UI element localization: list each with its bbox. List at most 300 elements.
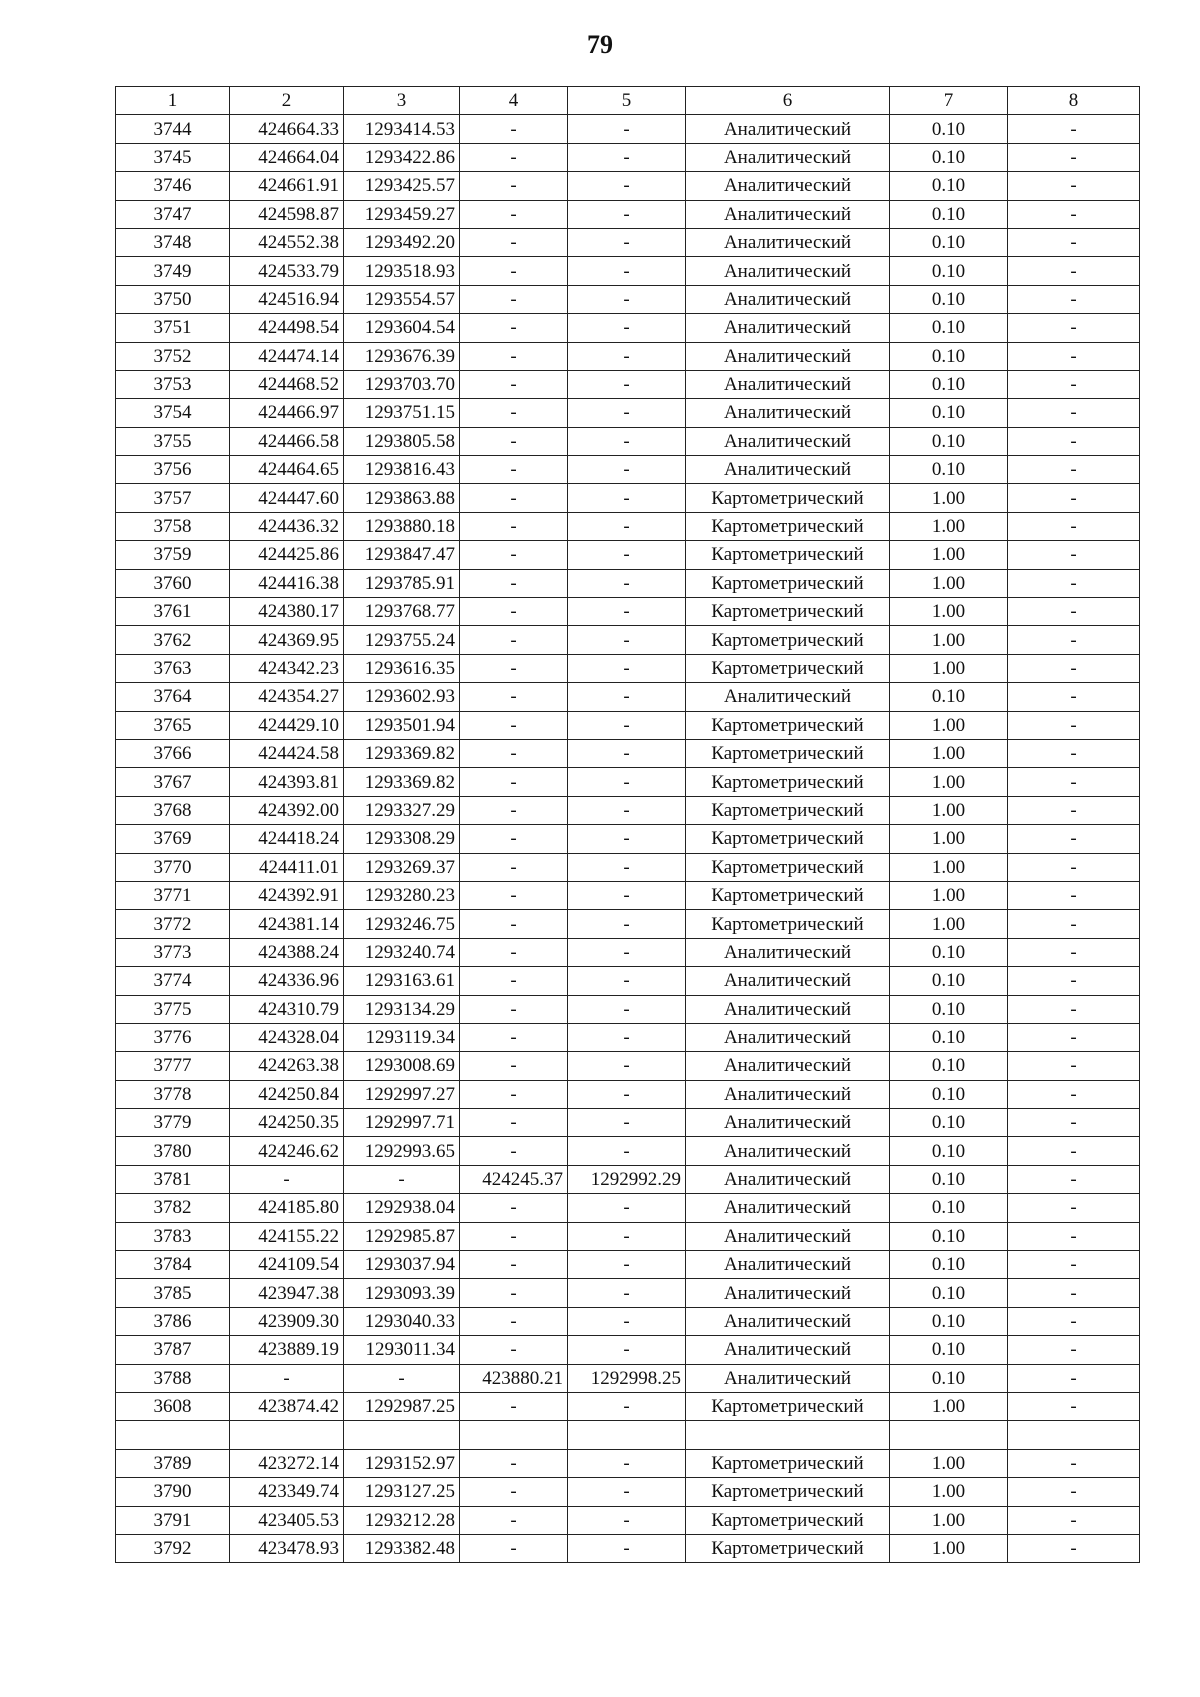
accuracy-cell: 0.10 [890,1364,1008,1392]
y-coordinate-cell: 1292997.71 [344,1109,460,1137]
y-coordinate-cell: 1292987.25 [344,1392,460,1420]
accuracy-cell: 1.00 [890,768,1008,796]
point-number-cell: 3785 [116,1279,230,1307]
x-coordinate-cell: 424381.14 [230,910,344,938]
y-coordinate-cell: 1293008.69 [344,1052,460,1080]
header-cell: 7 [890,87,1008,115]
y-coordinate-cell: 1293152.97 [344,1449,460,1477]
table-row [116,1023,1140,1051]
accuracy-cell: 0.10 [890,683,1008,711]
x-coordinate-alt-cell: - [460,598,568,626]
point-number-cell: 3754 [116,399,230,427]
x-coordinate-cell: 424388.24 [230,938,344,966]
table-row [116,1478,1140,1506]
description-cell: - [1008,484,1140,512]
accuracy-cell: 0.10 [890,285,1008,313]
point-number-cell: 3758 [116,512,230,540]
y-coordinate-cell: 1293422.86 [344,143,460,171]
accuracy-cell: 0.10 [890,200,1008,228]
x-coordinate-cell: 424516.94 [230,285,344,313]
method-cell: Аналитический [686,370,890,398]
point-number-cell [116,1421,230,1449]
table-row [116,200,1140,228]
table-row [116,853,1140,881]
x-coordinate-alt-cell: - [460,484,568,512]
description-cell: - [1008,1080,1140,1108]
x-coordinate-alt-cell: - [460,115,568,143]
method-cell: Аналитический [686,683,890,711]
accuracy-cell: 1.00 [890,512,1008,540]
table-row [116,1109,1140,1137]
point-number-cell: 3780 [116,1137,230,1165]
table-row [116,257,1140,285]
point-number-cell: 3773 [116,938,230,966]
accuracy-cell: 0.10 [890,427,1008,455]
y-coordinate-alt-cell: - [568,1251,686,1279]
y-coordinate-alt-cell: - [568,1392,686,1420]
method-cell: Аналитический [686,1251,890,1279]
accuracy-cell: 1.00 [890,881,1008,909]
table-row [116,1534,1140,1562]
accuracy-cell: 0.10 [890,1279,1008,1307]
accuracy-cell: 0.10 [890,967,1008,995]
y-coordinate-cell: 1293602.93 [344,683,460,711]
description-cell: - [1008,910,1140,938]
y-coordinate-alt-cell: - [568,257,686,285]
y-coordinate-alt-cell: - [568,541,686,569]
y-coordinate-alt-cell: - [568,399,686,427]
x-coordinate-cell: 424598.87 [230,200,344,228]
method-cell: Аналитический [686,1052,890,1080]
description-cell: - [1008,967,1140,995]
table-row [116,598,1140,626]
y-coordinate-alt-cell: - [568,598,686,626]
point-number-cell: 3784 [116,1251,230,1279]
x-coordinate-alt-cell: - [460,938,568,966]
y-coordinate-cell: 1293246.75 [344,910,460,938]
x-coordinate-cell: 424466.58 [230,427,344,455]
table-row [116,484,1140,512]
x-coordinate-cell: 424342.23 [230,654,344,682]
y-coordinate-alt-cell: - [568,370,686,398]
x-coordinate-cell: 424498.54 [230,314,344,342]
point-number-cell: 3774 [116,967,230,995]
x-coordinate-alt-cell: - [460,456,568,484]
method-cell: Аналитический [686,1137,890,1165]
x-coordinate-alt-cell: - [460,1279,568,1307]
y-coordinate-alt-cell: - [568,654,686,682]
x-coordinate-cell: 424354.27 [230,683,344,711]
table-row [116,995,1140,1023]
point-number-cell: 3748 [116,228,230,256]
point-number-cell: 3771 [116,881,230,909]
table-row [116,115,1140,143]
y-coordinate-alt-cell: - [568,768,686,796]
x-coordinate-alt-cell: - [460,1052,568,1080]
point-number-cell: 3750 [116,285,230,313]
y-coordinate-alt-cell: - [568,1279,686,1307]
x-coordinate-alt-cell: - [460,228,568,256]
x-coordinate-cell: 424263.38 [230,1052,344,1080]
description-cell: - [1008,1364,1140,1392]
method-cell: Картометрический [686,1449,890,1477]
x-coordinate-cell: 424447.60 [230,484,344,512]
x-coordinate-alt-cell: - [460,1478,568,1506]
x-coordinate-cell: 423947.38 [230,1279,344,1307]
y-coordinate-alt-cell: - [568,853,686,881]
x-coordinate-cell: 424109.54 [230,1251,344,1279]
x-coordinate-alt-cell: - [460,768,568,796]
table-row [116,399,1140,427]
accuracy-cell: 1.00 [890,739,1008,767]
accuracy-cell: 0.10 [890,938,1008,966]
x-coordinate-alt-cell: - [460,399,568,427]
x-coordinate-cell: 424380.17 [230,598,344,626]
method-cell: Картометрический [686,853,890,881]
table-body [116,115,1140,1563]
point-number-cell: 3765 [116,711,230,739]
description-cell: - [1008,1023,1140,1051]
point-number-cell: 3783 [116,1222,230,1250]
method-cell: Аналитический [686,257,890,285]
table-row [116,1449,1140,1477]
x-coordinate-cell: 424436.32 [230,512,344,540]
point-number-cell: 3786 [116,1307,230,1335]
x-coordinate-cell: 424416.38 [230,569,344,597]
method-cell: Картометрический [686,796,890,824]
method-cell: Картометрический [686,1534,890,1562]
method-cell: Аналитический [686,995,890,1023]
y-coordinate-cell: 1293134.29 [344,995,460,1023]
accuracy-cell: 0.10 [890,1023,1008,1051]
header-cell: 2 [230,87,344,115]
accuracy-cell: 0.10 [890,314,1008,342]
y-coordinate-alt-cell: - [568,1194,686,1222]
x-coordinate-cell: 424424.58 [230,739,344,767]
table-row [116,342,1140,370]
x-coordinate-cell: 424336.96 [230,967,344,995]
accuracy-cell: 0.10 [890,399,1008,427]
x-coordinate-cell: 423889.19 [230,1336,344,1364]
description-cell: - [1008,1194,1140,1222]
point-number-cell: 3781 [116,1165,230,1193]
method-cell: Аналитический [686,399,890,427]
y-coordinate-cell: 1293011.34 [344,1336,460,1364]
accuracy-cell: 0.10 [890,1109,1008,1137]
method-cell: Аналитический [686,1222,890,1250]
description-cell: - [1008,427,1140,455]
table-row [116,654,1140,682]
description-cell: - [1008,314,1140,342]
y-coordinate-alt-cell: - [568,626,686,654]
point-number-cell: 3770 [116,853,230,881]
description-cell: - [1008,654,1140,682]
y-coordinate-cell: 1292938.04 [344,1194,460,1222]
accuracy-cell: 0.10 [890,1222,1008,1250]
x-coordinate-alt-cell: - [460,1080,568,1108]
table-row [116,683,1140,711]
method-cell: Аналитический [686,200,890,228]
x-coordinate-cell: 424250.35 [230,1109,344,1137]
description-cell: - [1008,115,1140,143]
point-number-cell: 3760 [116,569,230,597]
point-number-cell: 3792 [116,1534,230,1562]
table-row [116,569,1140,597]
x-coordinate-alt-cell: - [460,711,568,739]
x-coordinate-cell: 424474.14 [230,342,344,370]
point-number-cell: 3772 [116,910,230,938]
x-coordinate-alt-cell: - [460,853,568,881]
description-cell: - [1008,796,1140,824]
y-coordinate-cell: 1293212.28 [344,1506,460,1534]
point-number-cell: 3779 [116,1109,230,1137]
y-coordinate-cell: 1293240.74 [344,938,460,966]
x-coordinate-alt-cell: - [460,683,568,711]
y-coordinate-alt-cell: - [568,711,686,739]
table-row [116,711,1140,739]
point-number-cell: 3744 [116,115,230,143]
accuracy-cell: 1.00 [890,626,1008,654]
y-coordinate-alt-cell: - [568,512,686,540]
accuracy-cell [890,1421,1008,1449]
y-coordinate-cell: 1293369.82 [344,768,460,796]
method-cell: Аналитический [686,115,890,143]
point-number-cell: 3777 [116,1052,230,1080]
point-number-cell: 3766 [116,739,230,767]
table-row [116,1194,1140,1222]
table-row [116,1307,1140,1335]
method-cell: Картометрический [686,598,890,626]
y-coordinate-cell: 1293459.27 [344,200,460,228]
method-cell: Аналитический [686,1194,890,1222]
method-cell: Картометрический [686,825,890,853]
table-row [116,881,1140,909]
table-header-row [116,87,1140,115]
x-coordinate-cell: 423272.14 [230,1449,344,1477]
accuracy-cell: 0.10 [890,143,1008,171]
y-coordinate-alt-cell: - [568,456,686,484]
x-coordinate-alt-cell: - [460,1392,568,1420]
accuracy-cell: 0.10 [890,1137,1008,1165]
accuracy-cell: 0.10 [890,456,1008,484]
x-coordinate-alt-cell: - [460,200,568,228]
point-number-cell: 3776 [116,1023,230,1051]
y-coordinate-alt-cell: - [568,143,686,171]
point-number-cell: 3759 [116,541,230,569]
table-row [116,1137,1140,1165]
coordinates-table [115,86,1140,1563]
description-cell [1008,1421,1140,1449]
method-cell: Картометрический [686,910,890,938]
y-coordinate-cell [344,1421,460,1449]
x-coordinate-alt-cell: - [460,569,568,597]
y-coordinate-alt-cell: - [568,427,686,455]
x-coordinate-alt-cell [460,1421,568,1449]
method-cell: Аналитический [686,1336,890,1364]
method-cell: Аналитический [686,1307,890,1335]
method-cell: Аналитический [686,285,890,313]
x-coordinate-alt-cell: - [460,1449,568,1477]
x-coordinate-cell: 424661.91 [230,172,344,200]
x-coordinate-alt-cell: - [460,1109,568,1137]
method-cell: Картометрический [686,881,890,909]
x-coordinate-alt-cell: - [460,172,568,200]
method-cell: Картометрический [686,768,890,796]
description-cell: - [1008,768,1140,796]
y-coordinate-alt-cell: - [568,484,686,512]
accuracy-cell: 0.10 [890,1194,1008,1222]
x-coordinate-alt-cell: - [460,1222,568,1250]
accuracy-cell: 0.10 [890,257,1008,285]
x-coordinate-cell: 424411.01 [230,853,344,881]
x-coordinate-alt-cell: 424245.37 [460,1165,568,1193]
x-coordinate-alt-cell: - [460,143,568,171]
point-number-cell: 3753 [116,370,230,398]
method-cell: Аналитический [686,1080,890,1108]
accuracy-cell: 1.00 [890,569,1008,597]
y-coordinate-cell: 1293518.93 [344,257,460,285]
table-row [116,739,1140,767]
method-cell: Картометрический [686,1506,890,1534]
x-coordinate-alt-cell: - [460,1534,568,1562]
accuracy-cell: 0.10 [890,115,1008,143]
method-cell: Картометрический [686,1392,890,1420]
table-row [116,314,1140,342]
method-cell: Аналитический [686,1364,890,1392]
x-coordinate-cell: 424466.97 [230,399,344,427]
x-coordinate-alt-cell: - [460,995,568,1023]
description-cell: - [1008,342,1140,370]
header-cell: 5 [568,87,686,115]
y-coordinate-alt-cell: - [568,172,686,200]
method-cell: Картометрический [686,1478,890,1506]
description-cell: - [1008,569,1140,597]
x-coordinate-alt-cell: - [460,512,568,540]
header-cell: 4 [460,87,568,115]
description-cell: - [1008,1279,1140,1307]
x-coordinate-alt-cell: - [460,1251,568,1279]
x-coordinate-cell: 424392.00 [230,796,344,824]
method-cell [686,1421,890,1449]
x-coordinate-cell: - [230,1364,344,1392]
accuracy-cell: 0.10 [890,1307,1008,1335]
y-coordinate-cell: 1293382.48 [344,1534,460,1562]
y-coordinate-alt-cell: - [568,1080,686,1108]
method-cell: Картометрический [686,711,890,739]
table-row [116,768,1140,796]
point-number-cell: 3791 [116,1506,230,1534]
y-coordinate-cell: 1293492.20 [344,228,460,256]
method-cell: Аналитический [686,456,890,484]
y-coordinate-cell: 1293280.23 [344,881,460,909]
point-number-cell: 3757 [116,484,230,512]
x-coordinate-alt-cell: - [460,654,568,682]
table-row [116,1336,1140,1364]
point-number-cell: 3787 [116,1336,230,1364]
y-coordinate-alt-cell: - [568,739,686,767]
accuracy-cell: 1.00 [890,825,1008,853]
y-coordinate-cell: - [344,1364,460,1392]
accuracy-cell: 1.00 [890,598,1008,626]
table-row [116,938,1140,966]
table-row [116,626,1140,654]
table-row [116,1251,1140,1279]
table-row [116,370,1140,398]
accuracy-cell: 1.00 [890,484,1008,512]
y-coordinate-cell: 1293751.15 [344,399,460,427]
point-number-cell: 3746 [116,172,230,200]
table-row [116,1052,1140,1080]
y-coordinate-cell: 1293037.94 [344,1251,460,1279]
x-coordinate-alt-cell: - [460,285,568,313]
point-number-cell: 3788 [116,1364,230,1392]
y-coordinate-cell: 1293604.54 [344,314,460,342]
x-coordinate-cell: 424664.04 [230,143,344,171]
page-number: 79 [587,30,613,59]
x-coordinate-cell: 423909.30 [230,1307,344,1335]
description-cell: - [1008,825,1140,853]
description-cell: - [1008,200,1140,228]
point-number-cell: 3608 [116,1392,230,1420]
description-cell: - [1008,938,1140,966]
description-cell: - [1008,739,1140,767]
header-cell: 6 [686,87,890,115]
table-row [116,427,1140,455]
y-coordinate-alt-cell: - [568,1222,686,1250]
description-cell: - [1008,1392,1140,1420]
method-cell: Картометрический [686,626,890,654]
y-coordinate-cell: 1292993.65 [344,1137,460,1165]
y-coordinate-alt-cell [568,1421,686,1449]
x-coordinate-alt-cell: - [460,1336,568,1364]
y-coordinate-cell: 1293755.24 [344,626,460,654]
header-cell: 8 [1008,87,1140,115]
x-coordinate-alt-cell: - [460,370,568,398]
table-row [116,1364,1140,1392]
y-coordinate-cell: 1293369.82 [344,739,460,767]
x-coordinate-cell: 424155.22 [230,1222,344,1250]
table-row [116,228,1140,256]
point-number-cell: 3767 [116,768,230,796]
table-row [116,967,1140,995]
x-coordinate-alt-cell: - [460,1307,568,1335]
method-cell: Аналитический [686,427,890,455]
accuracy-cell: 1.00 [890,796,1008,824]
y-coordinate-cell: 1293554.57 [344,285,460,313]
accuracy-cell: 1.00 [890,654,1008,682]
point-number-cell: 3747 [116,200,230,228]
x-coordinate-cell: 424533.79 [230,257,344,285]
table-row [116,512,1140,540]
x-coordinate-cell: 424369.95 [230,626,344,654]
description-cell: - [1008,1307,1140,1335]
method-cell: Аналитический [686,228,890,256]
point-number-cell: 3755 [116,427,230,455]
point-number-cell: 3764 [116,683,230,711]
x-coordinate-alt-cell: - [460,342,568,370]
accuracy-cell: 1.00 [890,1392,1008,1420]
description-cell: - [1008,1534,1140,1562]
accuracy-cell: 1.00 [890,1534,1008,1562]
table-row [116,172,1140,200]
description-cell: - [1008,1137,1140,1165]
accuracy-cell: 0.10 [890,1052,1008,1080]
point-number-cell: 3790 [116,1478,230,1506]
point-number-cell: 3782 [116,1194,230,1222]
method-cell: Картометрический [686,739,890,767]
accuracy-cell: 1.00 [890,711,1008,739]
x-coordinate-alt-cell: - [460,967,568,995]
